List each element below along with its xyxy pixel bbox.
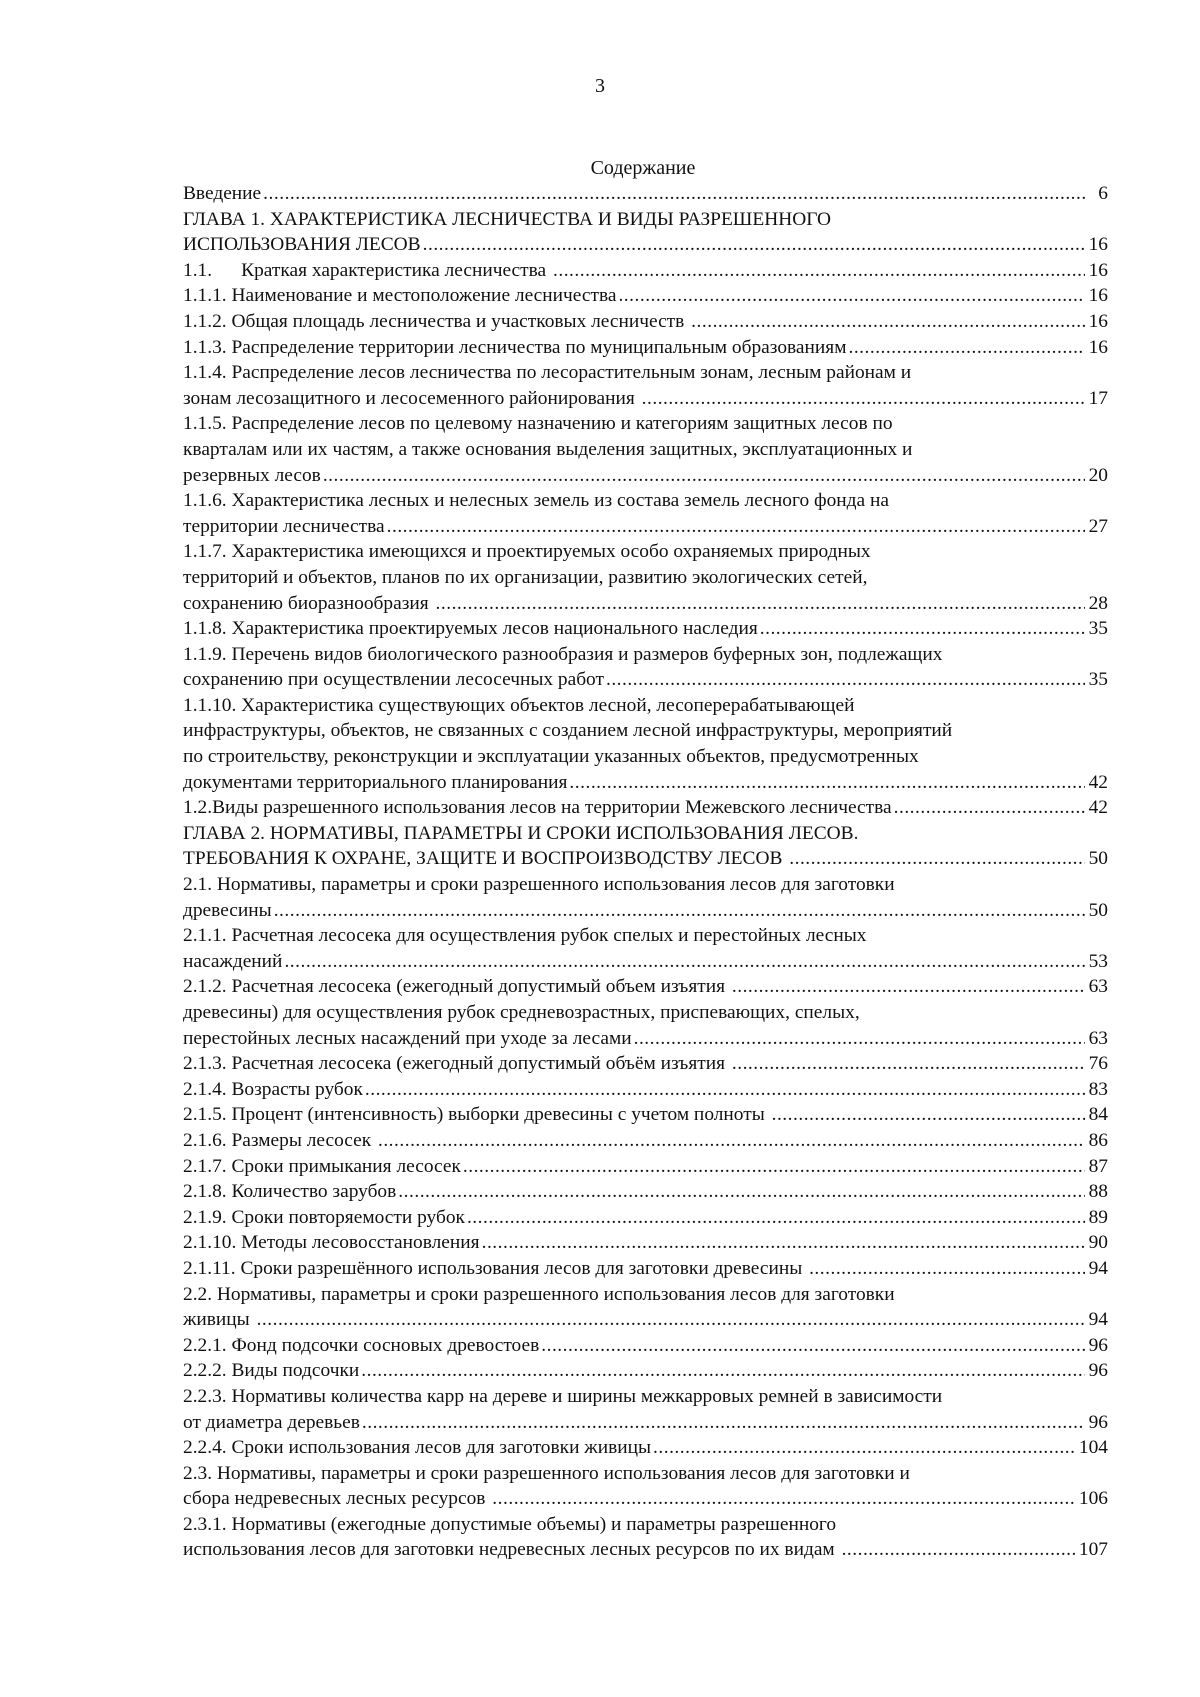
toc-entry-title: 1.1.8. Характеристика проектируемых лесов национального наследия xyxy=(183,618,758,640)
toc-entry-line: 1.1.4. Распределение лесов лесничества по лесорастительным зонам, лесным районам и xyxy=(183,362,912,384)
dot-leader xyxy=(618,283,1085,309)
toc-page-number: 50 xyxy=(1088,848,1108,870)
toc-page-number: 107 xyxy=(1078,1539,1108,1561)
toc-entry-last-line xyxy=(183,283,1108,309)
dot-leader xyxy=(760,616,1085,642)
toc-page-number: 27 xyxy=(1088,515,1108,537)
toc-entry-line: 2.1.1. Расчетная лесосека для осуществления рубок спелых и перестойных лесных xyxy=(183,925,867,947)
toc-entry-title: 2.2.1. Фонд подсочки сосновых древостоев xyxy=(183,1334,540,1356)
toc-entry[interactable] xyxy=(183,821,1108,872)
dot-leader xyxy=(436,591,1085,617)
toc-entry-title: древесины xyxy=(183,899,272,921)
toc-entry-line: инфраструктуры, объектов, не связанных с созданием лесной инфраструктуры, мероприятий xyxy=(183,720,953,742)
toc-entry[interactable] xyxy=(183,642,1108,693)
toc-entry-title: 2.1.7. Сроки примыкания лесосек xyxy=(183,1155,461,1177)
dot-leader xyxy=(378,1128,1085,1154)
toc-entry-title: 1.1.2. Общая площадь лесничества и участковых лесничеств xyxy=(183,310,690,332)
toc-page-number: 83 xyxy=(1088,1078,1108,1100)
dot-leader xyxy=(284,949,1085,975)
toc-entry[interactable] xyxy=(183,1358,1108,1384)
toc-page-number: 63 xyxy=(1088,1027,1108,1049)
dot-leader xyxy=(387,514,1085,540)
toc-entry[interactable] xyxy=(183,1000,1108,1051)
dot-leader xyxy=(492,1486,1076,1512)
toc-entry[interactable] xyxy=(183,309,1108,335)
toc-entry-title: зонам лесозащитного и лесосеменного районирования xyxy=(183,387,640,409)
toc-page-number: 50 xyxy=(1088,899,1108,921)
toc-entry[interactable] xyxy=(183,923,1108,974)
dot-leader xyxy=(553,258,1085,284)
toc-page-number: 84 xyxy=(1088,1104,1108,1126)
toc-entry-line: древесины) для осуществления рубок средневозрастных, приспевающих, спелых, xyxy=(183,1002,860,1023)
toc-entry-last-line xyxy=(183,898,1108,924)
dot-leader xyxy=(809,1256,1085,1282)
toc-entry-title: 2.1.8. Количество зарубов xyxy=(183,1181,397,1203)
dot-leader xyxy=(842,1537,1076,1563)
dot-leader xyxy=(362,1410,1085,1436)
toc-page-number: 42 xyxy=(1088,771,1108,793)
toc-page-number: 35 xyxy=(1088,618,1108,640)
toc-entry-title: сохранению биоразнообразия xyxy=(183,592,434,614)
dot-leader xyxy=(653,1435,1076,1461)
toc-entry[interactable] xyxy=(183,1435,1108,1461)
dot-leader xyxy=(732,974,1085,1000)
toc-entry[interactable] xyxy=(183,1179,1108,1205)
toc-entry-title: перестойных лесных насаждений при уходе за лесами xyxy=(183,1027,632,1049)
toc-entry-last-line xyxy=(183,335,1108,361)
toc-entry[interactable] xyxy=(183,693,1108,795)
dot-leader xyxy=(263,181,1085,207)
toc-entry-line: 1.1.7. Характеристика имеющихся и проектируемых особо охраняемых природных xyxy=(183,541,871,563)
toc-page-number: 104 xyxy=(1078,1437,1108,1459)
toc-entry-line: ГЛАВА 1. ХАРАКТЕРИСТИКА ЛЕСНИЧЕСТВА И ВИДЫ РАЗРЕШЕННОГО xyxy=(183,208,831,230)
toc-page-number: 90 xyxy=(1088,1232,1108,1254)
toc-entry[interactable] xyxy=(183,616,1108,642)
toc-entry-line: по строительству, реконструкции и эксплуатации указанных объектов, предусмотренных xyxy=(183,746,919,768)
toc-entry-last-line xyxy=(183,309,1108,335)
toc-entry-last-line xyxy=(183,1051,1108,1077)
toc-entry-line: 1.1.10. Характеристика существующих объектов лесной, лесоперерабатывающей xyxy=(183,694,855,716)
toc-entry-last-line xyxy=(183,258,1108,284)
toc-entry-title: 2.1.10. Методы лесовосстановления xyxy=(183,1232,480,1254)
toc-page-number: 96 xyxy=(1088,1334,1108,1356)
toc-entry-last-line xyxy=(183,1230,1108,1256)
toc-entry[interactable] xyxy=(183,181,1108,207)
toc-entry[interactable] xyxy=(183,1333,1108,1359)
toc-entry-title: 1.1. Краткая характеристика лесничества xyxy=(183,259,551,281)
toc-page-number: 76 xyxy=(1088,1053,1108,1075)
toc-entry[interactable] xyxy=(183,411,1108,488)
toc-entry[interactable] xyxy=(183,283,1108,309)
toc-entry-title: документами территориального планирования xyxy=(183,771,568,793)
toc-entry[interactable] xyxy=(183,335,1108,361)
table-of-contents xyxy=(183,181,1108,1563)
toc-entry-title: 2.1.9. Сроки повторяемости рубок xyxy=(183,1206,465,1228)
toc-entry[interactable] xyxy=(183,258,1108,284)
toc-entry[interactable] xyxy=(183,1154,1108,1180)
toc-page-number: 88 xyxy=(1088,1181,1108,1203)
toc-entry-title: использования лесов для заготовки недревесных лесных ресурсов по их видам xyxy=(183,1539,840,1561)
toc-entry[interactable] xyxy=(183,1051,1108,1077)
toc-entry-last-line xyxy=(183,232,1108,258)
dot-leader xyxy=(365,1077,1085,1103)
toc-page-number: 86 xyxy=(1088,1129,1108,1151)
toc-entry[interactable] xyxy=(183,1461,1108,1512)
toc-entry-title: 2.2.2. Виды подсочки xyxy=(183,1360,360,1382)
toc-entry-line: 1.1.9. Перечень видов биологического разнообразия и размеров буферных зон, подлежащих xyxy=(183,643,943,665)
toc-entry-title: 2.1.2. Расчетная лесосека (ежегодный допустимый объем изъятия xyxy=(183,976,730,998)
toc-entry-last-line xyxy=(183,974,1108,1000)
toc-entry-title: от диаметра деревьев xyxy=(183,1411,360,1433)
toc-entry[interactable] xyxy=(183,360,1108,411)
toc-entry-title: сбора недревесных лесных ресурсов xyxy=(183,1488,491,1510)
toc-entry-last-line xyxy=(183,514,1108,540)
toc-page-number: 106 xyxy=(1078,1488,1108,1510)
toc-page-number: 16 xyxy=(1088,336,1108,358)
toc-page-number: 16 xyxy=(1088,234,1108,256)
toc-entry-last-line xyxy=(183,591,1108,617)
dot-leader xyxy=(463,1154,1085,1180)
toc-entry-last-line xyxy=(183,949,1108,975)
toc-entry-last-line xyxy=(183,1102,1108,1128)
toc-entry-last-line xyxy=(183,1077,1108,1103)
toc-entry-last-line xyxy=(183,1128,1108,1154)
dot-leader xyxy=(634,1026,1085,1052)
toc-entry[interactable] xyxy=(183,1128,1108,1154)
toc-entry-last-line xyxy=(183,795,1108,821)
toc-entry-last-line xyxy=(183,667,1108,693)
toc-entry-last-line xyxy=(183,1333,1108,1359)
toc-entry-last-line xyxy=(183,1307,1108,1333)
toc-entry-title: 2.1.3. Расчетная лесосека (ежегодный допустимый объём изъятия xyxy=(183,1053,730,1075)
dot-leader xyxy=(467,1205,1085,1231)
toc-entry-last-line xyxy=(183,1435,1108,1461)
dot-leader xyxy=(772,1102,1085,1128)
toc-page-number: 87 xyxy=(1088,1155,1108,1177)
toc-page-number: 16 xyxy=(1088,310,1108,332)
toc-entry-title: 2.1.4. Возрасты рубок xyxy=(183,1078,363,1100)
toc-entry[interactable] xyxy=(183,795,1108,821)
toc-entry-title: 1.1.1. Наименование и местоположение лесничества xyxy=(183,285,617,307)
toc-entry-line: 2.3.1. Нормативы (ежегодные допустимые объемы) и параметры разрешенного xyxy=(183,1513,837,1535)
toc-entry-last-line xyxy=(183,1537,1108,1563)
toc-entry-title: живицы xyxy=(183,1309,255,1331)
toc-entry-line: территорий и объектов, планов по их организации, развитию экологических сетей, xyxy=(183,566,868,588)
toc-entry[interactable] xyxy=(183,1512,1108,1563)
toc-entry-title: 2.2.4. Сроки использования лесов для заготовки живицы xyxy=(183,1437,652,1459)
toc-entry-last-line xyxy=(183,1486,1108,1512)
toc-page-number: 35 xyxy=(1088,669,1108,691)
toc-page-number: 94 xyxy=(1088,1309,1108,1331)
toc-entry-last-line xyxy=(183,1205,1108,1231)
toc-entry-line: 2.2. Нормативы, параметры и сроки разрешенного использования лесов для заготовки xyxy=(183,1283,895,1305)
toc-page-number: 42 xyxy=(1088,797,1108,819)
toc-page-number: 89 xyxy=(1088,1206,1108,1228)
toc-entry-title: 2.1.6. Размеры лесосек xyxy=(183,1129,376,1151)
toc-page-number: 96 xyxy=(1088,1360,1108,1382)
toc-entry-last-line xyxy=(183,1256,1108,1282)
dot-leader xyxy=(274,898,1085,924)
toc-entry-line: 2.1. Нормативы, параметры и сроки разрешенного использования лесов для заготовки xyxy=(183,874,895,896)
dot-leader xyxy=(691,309,1085,335)
dot-leader xyxy=(361,1358,1085,1384)
toc-entry[interactable] xyxy=(183,207,1108,258)
toc-page-number: 63 xyxy=(1088,976,1108,998)
toc-page-number: 28 xyxy=(1088,592,1108,614)
dot-leader xyxy=(894,795,1085,821)
toc-entry[interactable] xyxy=(183,1384,1108,1435)
dot-leader xyxy=(482,1230,1085,1256)
dot-leader xyxy=(541,1333,1085,1359)
toc-entry[interactable] xyxy=(183,1230,1108,1256)
toc-entry-title: территории лесничества xyxy=(183,515,385,537)
dot-leader xyxy=(606,667,1085,693)
toc-entry-title: 2.1.11. Сроки разрешённого использования лесов для заготовки древесины xyxy=(183,1257,808,1279)
toc-entry[interactable] xyxy=(183,974,1108,1000)
toc-entry-last-line xyxy=(183,1410,1108,1436)
toc-entry-line: 2.3. Нормативы, параметры и сроки разрешенного использования лесов для заготовки и xyxy=(183,1462,910,1484)
dot-leader xyxy=(257,1307,1085,1333)
toc-entry-title: ИСПОЛЬЗОВАНИЯ ЛЕСОВ xyxy=(183,234,421,256)
toc-entry-line: 1.1.6. Характеристика лесных и нелесных земель из состава земель лесного фонда на xyxy=(183,490,889,512)
toc-entry-title: 1.2.Виды разрешенного использования лесов на территории Межевского лесничества xyxy=(183,797,892,819)
toc-entry-last-line xyxy=(183,1154,1108,1180)
toc-entry-title: сохранению при осуществлении лесосечных работ xyxy=(183,669,604,691)
toc-entry-line: 1.1.5. Распределение лесов по целевому назначению и категориям защитных лесов по xyxy=(183,413,893,435)
toc-entry-last-line xyxy=(183,1026,1108,1052)
toc-entry-last-line xyxy=(183,770,1108,796)
toc-entry-last-line xyxy=(183,616,1108,642)
toc-page-number: 96 xyxy=(1088,1411,1108,1433)
toc-page-number: 20 xyxy=(1088,464,1108,486)
toc-entry-title: 2.1.5. Процент (интенсивность) выборки древесины с учетом полноты xyxy=(183,1104,770,1126)
toc-entry-title: ТРЕБОВАНИЯ К ОХРАНЕ, ЗАЩИТЕ И ВОСПРОИЗВОДСТВУ ЛЕСОВ xyxy=(183,848,788,870)
dot-leader xyxy=(642,386,1085,412)
dot-leader xyxy=(732,1051,1085,1077)
toc-entry[interactable] xyxy=(183,1102,1108,1128)
toc-entry-title: насаждений xyxy=(183,950,283,972)
dot-leader xyxy=(423,232,1085,258)
dot-leader xyxy=(848,335,1085,361)
toc-entry[interactable] xyxy=(183,539,1108,616)
toc-entry-last-line xyxy=(183,1358,1108,1384)
toc-entry-line: 2.2.3. Нормативы количества карр на дереве и ширины межкарровых ремней в зависимости xyxy=(183,1385,943,1407)
toc-page-number: 17 xyxy=(1088,387,1108,409)
toc-entry-line: кварталам или их частям, а также основания выделения защитных, эксплуатационных и xyxy=(183,438,913,460)
toc-page-number: 16 xyxy=(1088,259,1108,281)
toc-entry-title: 1.1.3. Распределение территории лесничества по муниципальным образованиям xyxy=(183,336,847,358)
toc-entry[interactable] xyxy=(183,1077,1108,1103)
dot-leader xyxy=(569,770,1085,796)
toc-entry-last-line xyxy=(183,463,1108,489)
toc-entry-last-line xyxy=(183,386,1108,412)
toc-page-number: 6 xyxy=(1098,183,1108,204)
toc-entry-line: ГЛАВА 2. НОРМАТИВЫ, ПАРАМЕТРЫ И СРОКИ ИСПОЛЬЗОВАНИЯ ЛЕСОВ. xyxy=(183,822,859,844)
toc-page-number: 53 xyxy=(1088,950,1108,972)
toc-entry-title: Введение xyxy=(183,183,262,204)
toc-entry-title: резервных лесов xyxy=(183,464,321,486)
toc-entry-last-line xyxy=(183,1179,1108,1205)
toc-page-number: 16 xyxy=(1088,285,1108,307)
page-number: 3 xyxy=(595,75,605,97)
toc-entry[interactable] xyxy=(183,1205,1108,1231)
toc-entry[interactable] xyxy=(183,1282,1108,1333)
toc-entry[interactable] xyxy=(183,488,1108,539)
toc-entry[interactable] xyxy=(183,872,1108,923)
dot-leader xyxy=(789,846,1085,872)
toc-entry-last-line xyxy=(183,846,1108,872)
dot-leader xyxy=(398,1179,1085,1205)
toc-page-number: 94 xyxy=(1088,1257,1108,1279)
dot-leader xyxy=(323,463,1085,489)
toc-entry[interactable] xyxy=(183,1256,1108,1282)
toc-title: Содержание xyxy=(590,157,696,179)
toc-entry-last-line xyxy=(183,181,1108,207)
